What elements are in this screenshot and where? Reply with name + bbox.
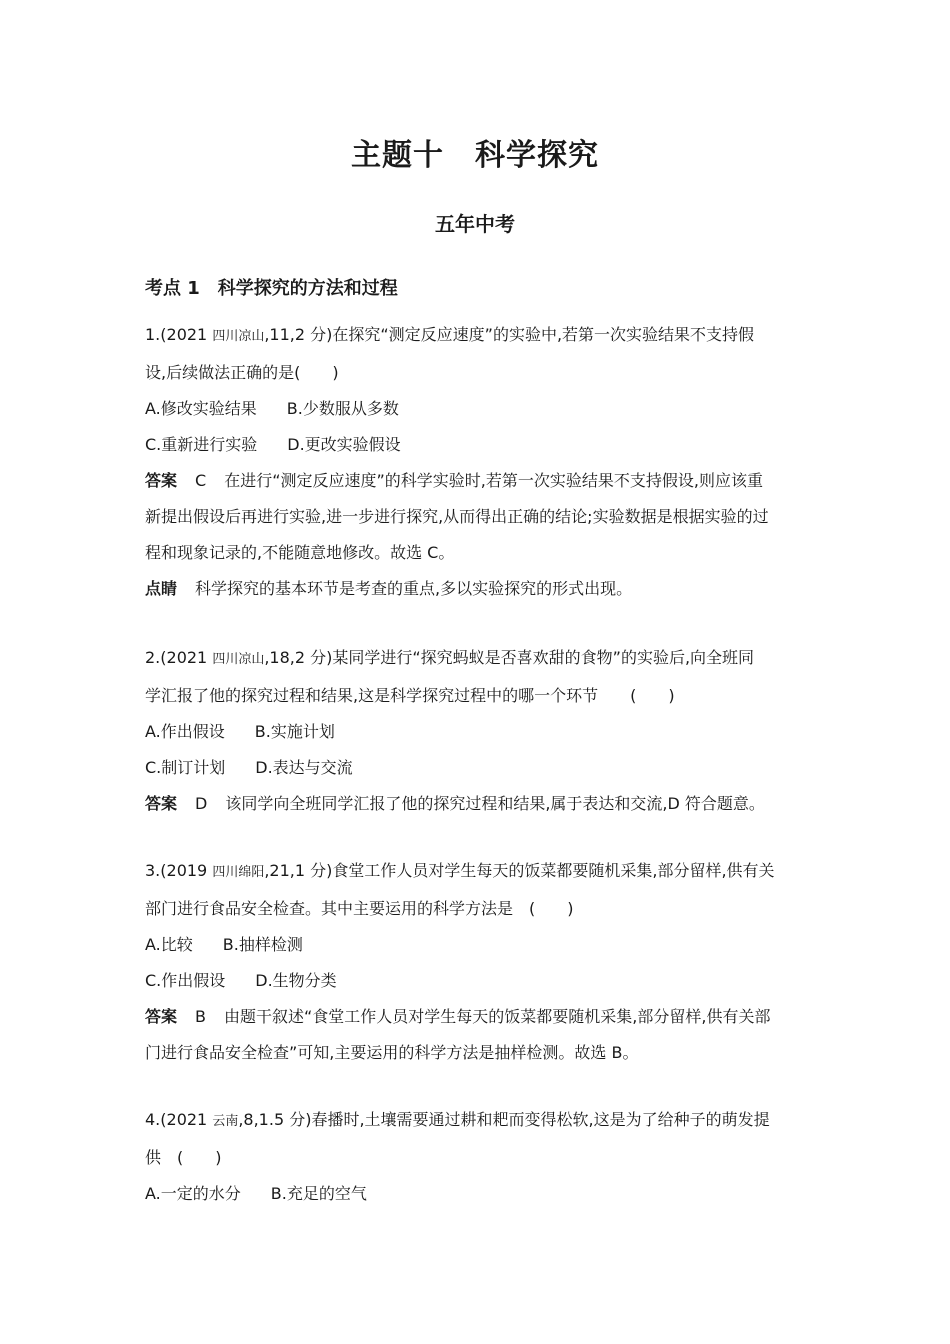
question-2	[145, 640, 815, 822]
question-3	[145, 853, 815, 1071]
tip-label: 点睛	[145, 579, 178, 598]
question-1-options-cd: C.重新进行实验 D.更改实验假设	[145, 435, 401, 454]
question-2-stem: 2.(2021 四川凉山,18,2 分)某同学进行“探究蚂蚁是否喜欢甜的食物”的实验后,向全班同	[145, 648, 755, 667]
question-source: 四川凉山	[212, 329, 265, 344]
question-3-answer: 答案 B 由题干叙述“食堂工作人员对学生每天的饭菜都要随机采集,部分留样,供有关部	[145, 1007, 771, 1026]
page-title: 主题十 科学探究	[351, 138, 599, 173]
question-4-stem: 4.(2021 云南,8,1.5 分)春播时,土壤需要通过耕和耙而变得松软,这是为了给种子的萌发提	[145, 1110, 770, 1129]
question-3-stem: 3.(2019 四川绵阳,21,1 分)食堂工作人员对学生每天的饭菜都要随机采集,部分留样,供有关	[145, 861, 775, 880]
question-3-answer-cont: 门进行食品安全检查”可知,主要运用的科学方法是抽样检测。故选 B。	[145, 1043, 639, 1062]
question-1	[145, 317, 815, 607]
question-1-stem: 1.(2021 四川凉山,11,2 分)在探究“测定反应速度”的实验中,若第一次实验结果不支持假	[145, 325, 755, 344]
question-1-tip: 点睛 科学探究的基本环节是考查的重点,多以实验探究的形式出现。	[145, 579, 633, 598]
question-3-options-ab: A.比较 B.抽样检测	[145, 935, 303, 954]
question-1-answer-cont2: 程和现象记录的,不能随意地修改。故选 C。	[145, 543, 455, 562]
question-4-options-ab: A.一定的水分 B.充足的空气	[145, 1184, 367, 1203]
question-3-options-cd: C.作出假设 D.生物分类	[145, 971, 337, 990]
question-1-options-ab: A.修改实验结果 B.少数服从多数	[145, 399, 399, 418]
question-2-options-cd: C.制订计划 D.表达与交流	[145, 758, 353, 777]
answer-label: 答案	[145, 1007, 178, 1026]
question-4-stem-cont: 供 ( )	[145, 1148, 222, 1167]
question-2-options-ab: A.作出假设 B.实施计划	[145, 722, 335, 741]
section-heading: 考点 1 科学探究的方法和过程	[145, 278, 398, 299]
question-4	[145, 1102, 815, 1212]
page-subtitle: 五年中考	[435, 212, 515, 236]
question-1-answer-cont: 新提出假设后再进行实验,进一步进行探究,从而得出正确的结论;实验数据是根据实验的过	[145, 507, 769, 526]
question-source: 云南	[212, 1114, 239, 1129]
answer-label: 答案	[145, 794, 178, 813]
question-2-answer: 答案 D 该同学向全班同学汇报了他的探究过程和结果,属于表达和交流,D 符合题意。	[145, 794, 765, 813]
question-3-stem-cont: 部门进行食品安全检查。其中主要运用的科学方法是 ( )	[145, 899, 574, 918]
question-1-stem-cont: 设,后续做法正确的是( )	[145, 363, 339, 382]
question-2-stem-cont: 学汇报了他的探究过程和结果,这是科学探究过程中的哪一个环节 ( )	[145, 686, 675, 705]
question-source: 四川凉山	[212, 652, 265, 667]
question-1-answer: 答案 C 在进行“测定反应速度”的科学实验时,若第一次实验结果不支持假设,则应该重	[145, 471, 763, 490]
answer-label: 答案	[145, 471, 178, 490]
question-source: 四川绵阳	[212, 865, 265, 880]
